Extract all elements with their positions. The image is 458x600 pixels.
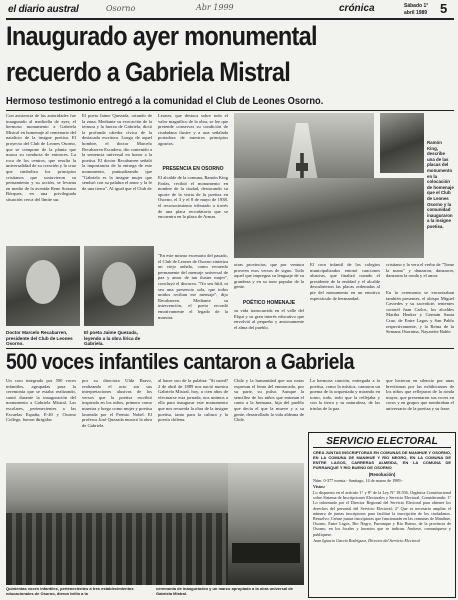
notice-title: SERVICIO ELECTORAL: [313, 436, 451, 448]
handwritten-note: Osorno: [106, 4, 136, 13]
article1-col6: su vida transcurrida en el valle del Elqui y su gran interés educativo que envolvió al pequeño y ansiosamente el alma del pueblo.: [234, 308, 304, 330]
pianist-photo: [228, 463, 304, 585]
subhead-presencia: PRESENCIA EN OSORNO: [162, 166, 224, 172]
article2-col2: por su directora Ulda Bravo, realizando el acto sin sus interpretaciones alusivas de los versos que la poetisa escribió inspirada en los niños, primero como maestra y luego como mujer y poetisa laureada por el Premio Nobel. El profesor José Quezada musicó la obra de Gabriela.: [82, 378, 152, 428]
article1-col7: cristiano y la vera el verbo de "Tome la mano" y danzaron, danzaron, danzaron la ronda y el amor.: [386, 262, 454, 279]
caption-choir-b: ceremonia de inauguración y un marco apropiado a la obra universal de Gabriela Mistral.: [156, 586, 293, 596]
article1-col2: El poeta Jaime Quezada, oriundo de la zona, Mediante su evocación de la ternura y la fuerza de Gabriela, dictó la profunda cátedra cívica de la destacada escritora. Luego de aquel hombre, el doctor Marcelo Recabarren Escudero, dio contenido a la sentencia universal en honor a la poetisa. El doctor Recabarren señaló la importancia de la entrega de este monumento, puntualizando que "Gabriela es la insigne mujer que sembró con su palabra el amor y la fe de una tierra". Al igual que el Club de: [82, 113, 152, 191]
notice-intro: CREA JUNTAS INSCRIPTORAS EN COMUNAS DE MANIHUE Y OSORNO, EN LA COMUNA DE MANIHUE Y RÍO NEGRO, EN LA COMUNA DE ENTRE LAGOS, CARRERAS ALMEIDA, EN LA COMUNA DE PURRANQUE Y RÍO BUENO DE OSORNO: [313, 450, 451, 470]
article1-col4: "En este mismo escenario del pasado, el Club de Leones de Osorno sintetiza un viejo anhelo, como recuerdo permanente del mensaje universal de paz y amor de tan ilustre mujer", concluyó el discurso. "No sea fútil, ni sea una presencia sola, que todos unidos reciban ese mensaje", dijo Recabarren. Mediante su intervención, el poeta recordó emotivamente el legado de la maestra.: [158, 253, 228, 320]
recabarren-face: [26, 260, 60, 304]
handwritten-date: Abr 1999: [196, 3, 234, 12]
quezada-photo: [84, 246, 154, 326]
caption-choir: Quinientas voces infantiles, pertenecientes a tres establecimientos educacionales de Osorno, dieron brillo a la: [6, 586, 134, 596]
choir-photo: [6, 463, 228, 585]
piano-shape: [232, 543, 300, 563]
article1-col3b: El alcalde de la comuna, Ramón King Farías, recibió el monumento en nombre de la ciudad, destacando su aporte de la visita de la poetisa en Osorno, el 3 y el 8 de mayo de 1938, el reconocimiento tributado a través de una placa recordatoria que se encuentra en la plaza de Armas.: [158, 175, 228, 220]
article1-col3: Leones, que destaca sobre todo el valor magnífico de la obra, se lee que pretende conservar su condición de ciudadana ilustre y a una señalada portadora de nuestros principios agrarios.: [158, 113, 228, 146]
article1-col6b: El coro infantil de los colegios municipalizados entonó canciones alusivas, que finalizó cuando el presidente de la entidad y el alcalde descubrieron las placas ordenadas al pie del monumento en un emotivo espectáculo de hermandad.: [310, 262, 380, 301]
article2-col1: Un coro integrado por 500 voces infantiles, agrupadas para la ceremonia que se estaba realizando, cantó durante la inauguración del monumento a Gabriela Mistral. Las escolares, pertenecientes a las Escuelas España, E-40 y Osorno College, fueron dirigidas: [6, 378, 76, 423]
recabarren-photo: [6, 246, 80, 326]
page-number: 5: [440, 1, 448, 16]
article1-col1: Con asistencia de las autoridades fue inaugurado al mediodía de ayer, el hermoso monumento a Gabriela Mistral en homenaje al centenario del natalicio de la insigne poetisa. El proyecto del Club de Leones Osorno, que se compone de la planta que marca su conducta de entonces. La roca de los centros, que resulta la universalidad de su creación y la cruz que simboliza los principios cristianos que sostuvieron su pensamiento y su acción, se levanta en medio de la avenida Rene Soriano Bórquez, en una privilegiada situación cerca del límite sur.: [6, 113, 76, 202]
article2-col3: al hacer uso de la palabra: "Si usted? 2 de abril de 1889 nos nació nuestra Gabriela Mistral, hoy, a cien años de efectuarse esta jornada, nos unimos a ella para inaugurar este monumento que nos recuerda la obra de la insigne poetisa, tanto para la cultura y la poesía chilena.: [158, 378, 228, 423]
notice-sign: Juan Ignacio García Rodríguez, Director del Servicio Electoral: [313, 537, 420, 543]
article1-col7b: En la ceremonia se encontraban también presentes, el obispo Miguel Caviedes y su sacerdote, tenientes coronel Juan Carlos, los alcaldes Martha Henker y Germán Santa Cruz, de Entre Lagos y San Pablo respectivamente, y la Reina de la Semana Osornina, Nayarette Bahle.: [386, 290, 454, 335]
date-line-1: Sábado 1°: [404, 3, 429, 9]
notice-body: Lo dispuesto en el artículo 1° y 8° de la Ley N° 18.556, Orgánica Constitucional sobre Sistema de Inscripciones Electorales y Servicio Electoral, Considerando: 1° Lo informado por el Director Regional del Servicio Electoral para obtener los derechos del personal del Servicio Electoral; 2° Que es necesario ampliar el número de juntas inscriptoras para facilitar la inscripción de los ciudadanos. Resuelvo: Créase juntas inscriptoras que funcionarán en las comunas de Manihue, Osorno, Entre Lagos, Río Negro, Purranque y Río Bueno, de la provincia de Osorno, en los locales y horarios que se indican. Anótese, comuníquese y publíquese.: [313, 490, 451, 537]
article2-col4: Chile y la humanidad que sus notas expresan el lema del enmarcado, por su parte, su pulso. Aunque la sencillez de los niños que entonan el canto a la hermana, hija del pueblo que decía el que la mueve y a su gente, desarrollado la vida aldeana de Chile.: [234, 378, 304, 423]
headline-2: 500 voces infantiles cantaron a Gabriela: [6, 349, 354, 374]
article2-col6: que hicieron en silencio por unas brevísimas por las exhibiciones de los niños que reflejaron de la ronda mayor, que presentaron sus voces en coros y en grupos que nombraban el aniversario de la poetisa y su frase.: [386, 378, 454, 411]
alcalde-photo: [380, 113, 424, 173]
article1-col8: Ramón King, describe una de las placas del monumento en la colocación de homenaje que el Club de Leones Osorno y la comunidad inauguraron a la insigne poetisa.: [427, 140, 454, 229]
quezada-face: [102, 262, 136, 306]
notice-resolution: (Resolución): [368, 472, 396, 477]
masthead: [0, 0, 458, 20]
article2-col5: La hermosa canción, entregada a la poetisa, como la mística, cantaron un poema de la orquestada y mirando en torno, todo, todo que la reflejaba y con la tierra y su naturaleza, de las trinfas de la paz.: [310, 378, 380, 411]
ceremony-photo: [234, 178, 424, 258]
section-name: crónica: [339, 3, 375, 14]
headline-subtitle: Hermoso testimonio entregó a la comunidad el Club de Leones Osorno.: [6, 96, 324, 107]
subhead-poetico: POÉTICO HOMENAJE: [242, 300, 296, 306]
electoral-notice: [308, 432, 456, 598]
date-line-2: abril 1989: [404, 10, 428, 16]
headline-line-2: recuerdo a Gabriela Mistral: [6, 57, 291, 87]
notice-number: Núm. 0-377 exenta.- Santiago, 14 de marzo de 1989.-: [313, 478, 404, 483]
caption-recabarren: Doctor Marcelo Recabarren, presidente del Club de Leones Osorno.: [6, 330, 73, 347]
caption-quezada: El poeta Jaime Quezada, leyendo a la obra lírica de Gabriela.: [84, 330, 141, 347]
headline-line-1: Inaugurado ayer monumental: [6, 21, 317, 51]
article1-col5: otras provincias, que por ventura proveen esos versos de signo. Todo aquel que impregna su lenguaje de su grandeza y en su tono popular de la gente.: [234, 262, 304, 290]
choir-rows: [6, 513, 228, 585]
subtitle-rule: [6, 110, 454, 111]
notice-vistos: Vistos:: [313, 484, 326, 489]
paper-name: el diario austral: [8, 4, 79, 15]
